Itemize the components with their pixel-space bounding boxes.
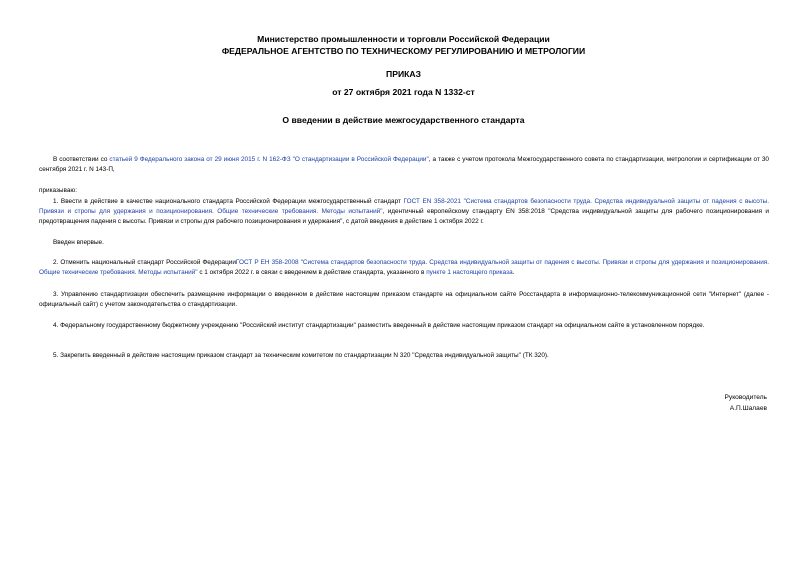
item-4-paragraph: 4. Федеральному государственному бюджетному учреждению "Российский институт стандартизации" разместить введенный в действие настоящим приказом стандарт на официальном сайте в установленном порядке. <box>53 322 705 329</box>
order-word: приказываю: <box>39 187 77 194</box>
signature-name: А.П.Шалаев <box>729 405 767 412</box>
item-2-text-end: . <box>512 268 515 276</box>
item-1-paragraph <box>39 197 769 226</box>
gost-r-en-358-2008-link[interactable]: ГОСТ Р ЕН 358-2008 "Система стандартов безопасности труда. Средства индивидуальной защиты от падения с высоты. Привязи и стропы для удержания и позиционирования. Общие технические требования. Методы испытаний" <box>39 259 769 276</box>
item-2-text-cont: с 1 октября 2022 г. в связи с введением в действие стандарта, указанного в <box>197 268 427 276</box>
preamble-text-cont: , а также с учетом протокола Межгосударственного совета по стандартизации, метрологии и сертификации от 30 сентября 2021 г. N 143-П, <box>39 156 769 173</box>
preamble-text: В соответствии со <box>53 156 110 163</box>
law-link[interactable]: статьей 9 Федерального закона от 29 июня 2015 г. N 162-ФЗ "О стандартизации в Российской Федерации" <box>109 156 429 163</box>
ministry-name: Министерство промышленности и торговли Российской Федерации <box>257 34 550 44</box>
document-title: О введении в действие межгосударственного стандарта <box>282 115 525 125</box>
document-date-number: от 27 октября 2021 года N 1332-ст <box>332 87 475 97</box>
signature-position: Руководитель <box>724 394 767 401</box>
item-2-paragraph <box>39 258 769 278</box>
item-2-text: 2. Отменить национальный стандарт Российской Федерации <box>53 259 236 266</box>
item-3-paragraph: 3. Управлению стандартизации обеспечить размещение информации о введенном в действие настоящим приказом стандарте на официальном сайте Росстандарта в информационно-телекоммуникационной сети "Интернет" (далее - официальный сайт) с учетом законодательства о стандартизации. <box>39 291 769 308</box>
item-1-reference-link[interactable]: пункте 1 настоящего приказа <box>426 268 513 276</box>
preamble-paragraph <box>39 155 769 175</box>
item-5-paragraph: 5. Закрепить введенный в действие настоящим приказом стандарт за техническим комитетом по стандартизации N 320 "Средства индивидуальной защиты" (ТК 320). <box>53 352 549 359</box>
item-1-text: 1. Ввести в действие в качестве национального стандарта Российской Федерации межгосударственный стандарт <box>53 198 404 205</box>
first-time-note: Введен впервые. <box>53 239 104 246</box>
agency-name: ФЕДЕРАЛЬНОЕ АГЕНТСТВО ПО ТЕХНИЧЕСКОМУ РЕГУЛИРОВАНИЮ И МЕТРОЛОГИИ <box>221 46 586 56</box>
gost-en-358-2021-link[interactable]: ГОСТ EN 358-2021 "Система стандартов безопасности труда. Средства индивидуальной защиты от падения с высоты. Привязи и стропы для удержания и позиционирования. Общие технические требования. Методы испытаний" <box>39 198 769 215</box>
document-type: ПРИКАЗ <box>386 69 421 79</box>
item-1-text-cont: , идентичный европейскому стандарту EN 358:2018 "Средства индивидуальной защиты для рабочего позиционирования и предотвращения падения с высоты. Привязи и стропы для рабочего позиционирования и удержания", с датой введения в действие 1 октября 2022 г. <box>39 207 769 225</box>
